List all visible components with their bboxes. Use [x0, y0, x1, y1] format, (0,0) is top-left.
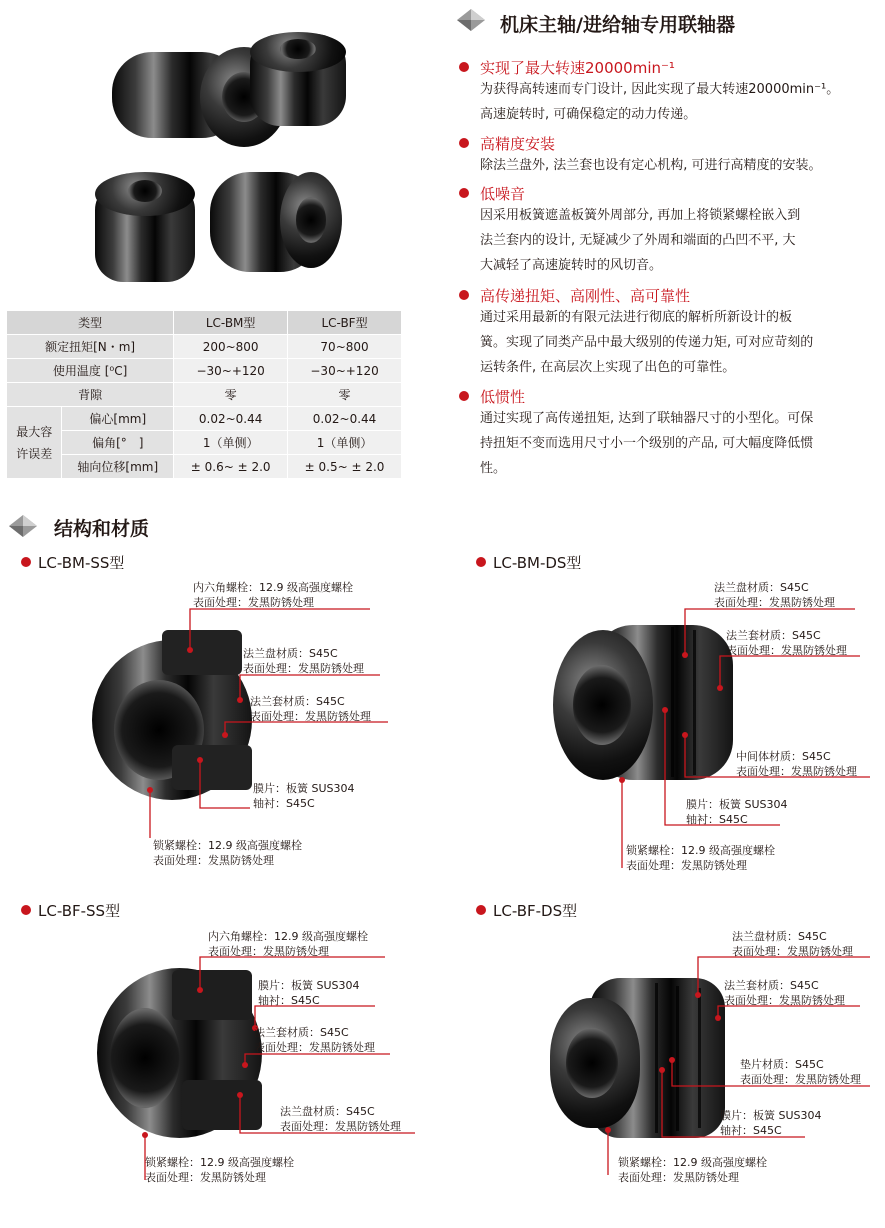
page-title: 机床主轴/进给轴专用联轴器 [500, 14, 735, 36]
table-row-label: 偏心[mm] [62, 407, 174, 431]
table-cell: 70~800 [288, 335, 402, 359]
feature-text-5: 通过实现了高传递扭矩, 达到了联轴器尺寸的小型化。可保 持扭矩不变而选用尺寸小一个级别的产品, 可大幅度降低惯 性。 [480, 411, 814, 476]
table-cell: 零 [288, 383, 402, 407]
table-cell: ± 0.5~ ± 2.0 [288, 455, 402, 479]
callout-note: 锁紧螺栓：12.9 级高强度螺栓 表面处理：发黑防锈处理 [145, 1156, 294, 1184]
feature-text-2: 除法兰盘外, 法兰套也设有定心机构, 可进行高精度的安装。 [480, 158, 822, 173]
callout-note: 法兰盘材质：S45C 表面处理：发黑防锈处理 [243, 647, 364, 675]
feature-title-4: 高传递扭矩、高刚性、高可靠性 [480, 287, 691, 305]
callout-note: 膜片：板簧 SUS304 轴衬：S45C [258, 979, 360, 1007]
callout-note: 锁紧螺栓：12.9 级高强度螺栓 表面处理：发黑防锈处理 [153, 839, 302, 867]
table-row-label: 偏角[° ] [62, 431, 174, 455]
feature-text-4: 通过采用最新的有限元法进行彻底的解析所新设计的板 簧。实现了同类产品中最大级别的传递力矩, 可对应苛刻的 运转条件, 在高层次上实现了出色的可靠性。 [480, 310, 814, 375]
callout-note: 法兰套材质：S45C 表面处理：发黑防锈处理 [254, 1026, 375, 1054]
callout-note: 法兰套材质：S45C 表面处理：发黑防锈处理 [726, 629, 847, 657]
callout-note: 锁紧螺栓：12.9 级高强度螺栓 表面处理：发黑防锈处理 [626, 844, 775, 872]
lc-bm-ss-title: LC-BM-SS型 [38, 554, 125, 572]
table-cell: 1（单侧） [174, 431, 288, 455]
feature-title-2: 高精度安装 [480, 135, 556, 153]
table-row-label: 使用温度 [⁰C] [7, 359, 174, 383]
table-header: LC-BM型 [174, 311, 288, 335]
callout-note: 法兰盘材质：S45C 表面处理：发黑防锈处理 [714, 581, 835, 609]
callout-note: 法兰盘材质：S45C 表面处理：发黑防锈处理 [280, 1105, 401, 1133]
feature-text-1: 为获得高转速而专门设计, 因此实现了最大转速20000min⁻¹。 高速旋转时, 可确保稳定的动力传递。 [480, 82, 840, 122]
table-header: LC-BF型 [288, 311, 402, 335]
table-row-label: 背隙 [7, 383, 174, 407]
feature-text-3: 因采用板簧遮盖板簧外周部分, 再加上将锁紧螺栓嵌入到 法兰套内的设计, 无疑减少了外周和端面的凸凹不平, 大 大减轻了高速旋转时的风切音。 [480, 208, 801, 273]
table-row-label: 轴向位移[mm] [62, 455, 174, 479]
table-cell: 0.02~0.44 [174, 407, 288, 431]
table-cell: 0.02~0.44 [288, 407, 402, 431]
table-row-label: 额定扭矩[N・m] [7, 335, 174, 359]
lc-bm-ds-title: LC-BM-DS型 [493, 554, 582, 572]
table-cell: 零 [174, 383, 288, 407]
table-cell: ± 0.6~ ± 2.0 [174, 455, 288, 479]
callout-note: 膜片：板簧 SUS304 轴衬：S45C [253, 782, 355, 810]
callout-note: 膜片：板簧 SUS304 轴衬：S45C [720, 1109, 822, 1137]
callout-note: 膜片：板簧 SUS304 轴衬：S45C [686, 798, 788, 826]
table-header: 类型 [7, 311, 174, 335]
feature-title-5: 低惯性 [480, 388, 526, 406]
table-cell: 200~800 [174, 335, 288, 359]
callout-note: 垫片材质：S45C 表面处理：发黑防锈处理 [740, 1058, 861, 1086]
feature-title-3: 低噪音 [480, 185, 526, 203]
callout-note: 中间体材质：S45C 表面处理：发黑防锈处理 [736, 750, 857, 778]
table-cell: −30~+120 [174, 359, 288, 383]
callout-note: 法兰套材质：S45C 表面处理：发黑防锈处理 [250, 695, 371, 723]
lc-bf-ds-title: LC-BF-DS型 [493, 902, 578, 920]
callout-note: 内六角螺栓：12.9 级高强度螺栓 表面处理：发黑防锈处理 [208, 930, 368, 958]
table-cell: −30~+120 [288, 359, 402, 383]
structure-title: 结构和材质 [54, 518, 150, 540]
feature-title-1: 实现了最大转速20000min⁻¹ [480, 59, 675, 77]
callout-note: 法兰套材质：S45C 表面处理：发黑防锈处理 [724, 979, 845, 1007]
table-cell: 1（单侧） [288, 431, 402, 455]
callout-note: 内六角螺栓：12.9 级高强度螺栓 表面处理：发黑防锈处理 [193, 581, 353, 609]
callout-note: 锁紧螺栓：12.9 级高强度螺栓 表面处理：发黑防锈处理 [618, 1156, 767, 1184]
callout-note: 法兰盘材质：S45C 表面处理：发黑防锈处理 [732, 930, 853, 958]
table-group-label: 最大容 许误差 [7, 407, 62, 479]
lc-bf-ss-title: LC-BF-SS型 [38, 902, 121, 920]
